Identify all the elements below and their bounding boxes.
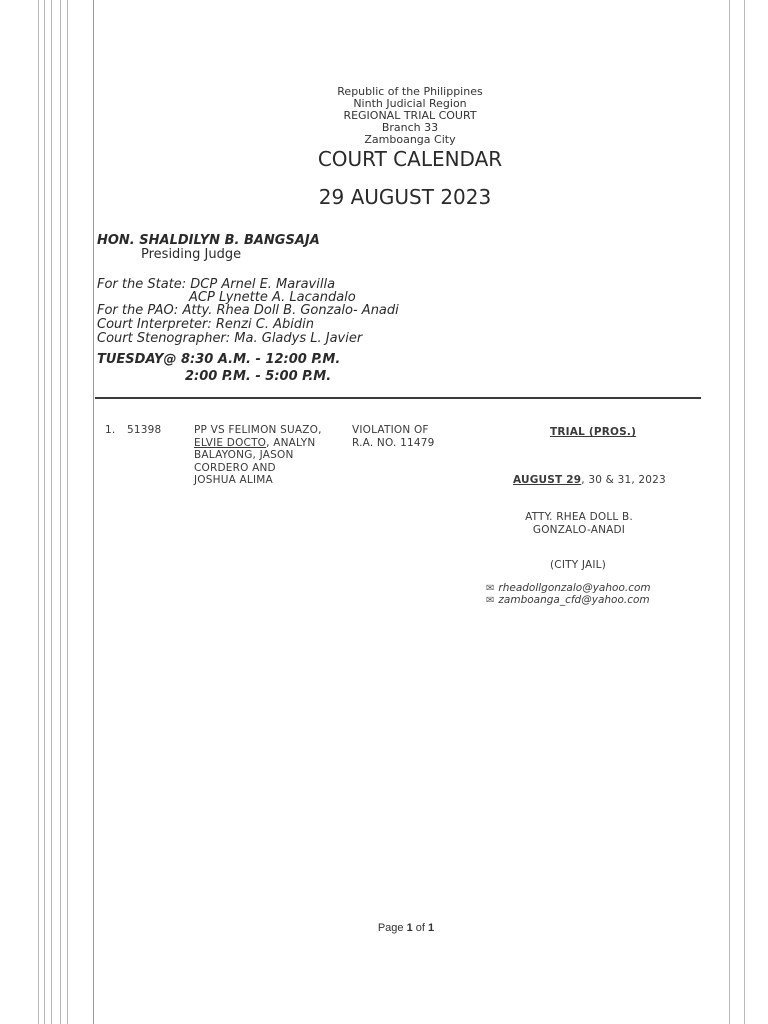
email-line (486, 582, 651, 594)
schedule-morning-time: 8:30 A.M. - 12:00 P.M. (180, 352, 341, 367)
hearing-dates (513, 474, 666, 487)
header-republic: Republic of the Philippines (337, 85, 483, 98)
section-divider (95, 397, 701, 399)
email-address: rheadollgonzalo@yahoo.com (498, 582, 651, 594)
envelope-icon: ✉ (486, 583, 495, 594)
page-label: Page (377, 922, 404, 934)
case-index: 1. (105, 424, 116, 436)
state-prosecutor-1: For the State: DCP Arnel E. Maravilla (97, 277, 336, 292)
counsel-line: GONZALO-ANADI (532, 523, 626, 536)
case-offense (352, 424, 435, 449)
case-title-line: JOSHUA ALIMA (194, 474, 273, 486)
judge-name: HON. SHALDILYN B. BANGSAJA (97, 233, 320, 248)
hearing-dates-underlined: AUGUST 29 (513, 474, 582, 486)
header-branch: Branch 33 (381, 121, 439, 134)
page-of: of (415, 922, 425, 934)
page-current: 1 (406, 922, 413, 934)
case-number: 51398 (127, 424, 162, 436)
judge-title: Presiding Judge (141, 247, 242, 262)
pao-counsel: For the PAO: Atty. Rhea Doll B. Gonzalo- Anadi (97, 303, 399, 318)
schedule-morning (97, 352, 340, 368)
email-line (486, 594, 650, 606)
offense-line: R.A. NO. 11479 (352, 436, 435, 449)
state-prosecutor-2: ACP Lynette A. Lacandalo (189, 290, 356, 305)
case-title-rest: , ANALYN (266, 436, 316, 449)
calendar-date: 29 AUGUST 2023 (318, 185, 492, 209)
header-court: REGIONAL TRIAL COURT (343, 109, 477, 122)
case-title-line (194, 437, 354, 450)
hearing-dates-rest: , 30 & 31, 2023 (581, 474, 666, 486)
header-city: Zamboanga City (364, 133, 456, 146)
detention-place: (CITY JAIL) (550, 559, 607, 571)
case-action: TRIAL (PROS.) (550, 426, 637, 438)
case-counsel (484, 511, 674, 536)
page-number (0, 922, 768, 934)
case-title-line: CORDERO AND (194, 461, 276, 474)
court-stenographer: Court Stenographer: Ma. Gladys L. Javier (97, 331, 363, 346)
offense-line: VIOLATION OF (352, 424, 429, 436)
court-interpreter: Court Interpreter: Renzi C. Abidin (97, 317, 314, 332)
case-title-line: BALAYONG, JASON (194, 449, 294, 461)
counsel-line: ATTY. RHEA DOLL B. (525, 511, 633, 523)
header-region: Ninth Judicial Region (353, 97, 467, 110)
email-address: zamboanga_cfd@yahoo.com (498, 594, 650, 606)
schedule-afternoon-time: 2:00 P.M. - 5:00 P.M. (185, 369, 332, 384)
envelope-icon: ✉ (486, 595, 495, 606)
schedule-day: TUESDAY@ (97, 352, 177, 367)
page-title: COURT CALENDAR (317, 147, 503, 171)
case-title-underlined: ELVIE DOCTO (194, 436, 267, 449)
case-title (194, 424, 354, 487)
case-title-line: PP VS FELIMON SUAZO, (194, 424, 322, 436)
page-total: 1 (428, 922, 435, 934)
